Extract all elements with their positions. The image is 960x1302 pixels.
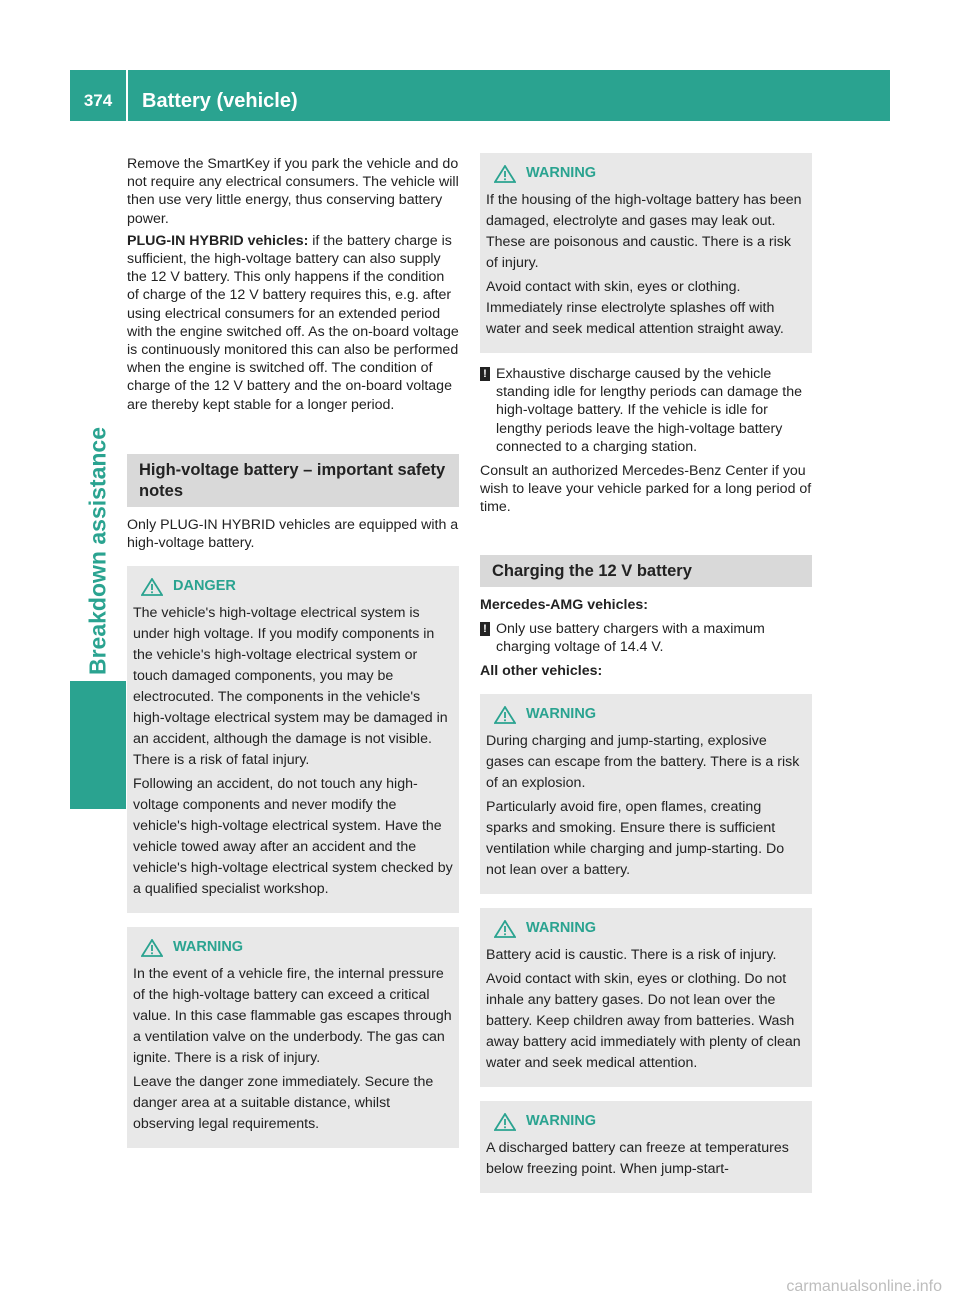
chapter-tab-marker — [70, 681, 126, 809]
warning-triangle-icon — [494, 920, 516, 938]
warning-heading — [486, 1111, 806, 1132]
warning-label: WARNING — [173, 939, 244, 956]
warning-explosive-text-2: Particularly avoid fire, open flames, creating sparks and smoking. Ensure there is sufficient ventilation while charging and jump-starting. Do not lean over a battery. — [486, 799, 785, 879]
section-heading-high-voltage: High-voltage battery – important safety notes — [127, 454, 459, 507]
note-charger — [480, 620, 812, 656]
right-column — [480, 145, 812, 1205]
plugin-label: PLUG-IN HYBRID vehicles: — [127, 232, 309, 249]
danger-text-2: Following an accident, do not touch any high-voltage components and never modify the vehicle's high-voltage electrical system. Have the vehicle towed away after an accident and the vehicle's high-voltage electrical system checked by a qualified specialist workshop. — [133, 776, 453, 898]
exclamation-icon: ! — [480, 367, 490, 381]
exclamation-icon: ! — [480, 622, 490, 636]
note-charger-text: Only use battery chargers with a maximum charging voltage of 14.4 V. — [496, 620, 765, 656]
warning-triangle-icon — [494, 706, 516, 724]
warning-label: WARNING — [526, 920, 597, 937]
chapter-sidebar — [70, 121, 126, 1251]
other-vehicles-label: All other vehicles: — [480, 663, 603, 680]
warning-acid-text-2: Avoid contact with skin, eyes or clothing. Do not inhale any battery gases. Do not lean over the battery. Keep children away from batteries. Wash away battery acid immediately with plenty of clean water and seek medical attention. — [486, 971, 801, 1072]
page-header — [70, 70, 890, 121]
watermark: carmanualsonline.info — [786, 1278, 942, 1295]
plugin-paragraph — [127, 232, 459, 414]
warning-label: WARNING — [526, 165, 597, 181]
warning-heading — [486, 163, 806, 184]
consult-paragraph: Consult an authorized Mercedes-Benz Center if you wish to leave your vehicle parked for a long period of time. — [480, 463, 812, 516]
danger-text-1: The vehicle's high-voltage electrical system is under high voltage. If you modify components in the vehicle's high-voltage electrical system or touch damaged components, you may be electrocuted. The components in the vehicle's high-voltage electrical system may be damaged in an accident, although the damage is not visible. There is a risk of fatal injury. — [133, 605, 448, 769]
warning-housing-text-1: If the housing of the high-voltage battery has been damaged, electrolyte and gases may leak out. These are poisonous and caustic. There is a risk of injury. — [486, 192, 802, 271]
high-voltage-intro: Only PLUG-IN HYBRID vehicles are equipped with a high-voltage battery. — [127, 516, 459, 552]
left-column — [127, 155, 459, 1160]
amg-label: Mercedes-AMG vehicles: — [480, 596, 648, 613]
warning-box-acid — [480, 908, 812, 1087]
intro-paragraph: Remove the SmartKey if you park the vehicle and do not require any electrical consumers. The vehicle will then use very little energy, thus conserving battery power. — [127, 156, 459, 227]
section-heading-charging: Charging the 12 V battery — [480, 555, 812, 587]
plugin-text: if the battery charge is sufficient, the high-voltage battery can also supply the 12 V battery. This only happens if the condition of charge of the 12 V battery requires this, e.g. after using electrical consumers for an extended period with the engine switched off. As the on-board voltage is continuously monitored this can also be performed when the engine is switched off. The condition of charge of the 12 V battery and the on-board voltage are thereby kept stable for a longer period. — [127, 232, 459, 413]
warning-triangle-icon — [141, 939, 163, 957]
note-discharge-text: Exhaustive discharge caused by the vehicle standing idle for lengthy periods can damage the high-voltage battery. If the vehicle is idle for lengthy periods leave the high-voltage battery connected to a charging station. — [496, 366, 803, 455]
danger-label: DANGER — [173, 578, 236, 595]
warning-triangle-icon — [141, 578, 163, 596]
danger-box — [127, 566, 459, 913]
warning-label: WARNING — [526, 706, 597, 723]
warning-box-fire — [127, 927, 459, 1148]
warning-acid-text-1: Battery acid is caustic. There is a risk of injury. — [486, 947, 777, 964]
warning-label: WARNING — [526, 1113, 597, 1130]
danger-heading — [133, 576, 453, 597]
warning-freeze-text-1: A discharged battery can freeze at temperatures below freezing point. When jump-start- — [486, 1140, 789, 1178]
header-divider — [126, 70, 128, 121]
warning-housing-text-2: Avoid contact with skin, eyes or clothing. Immediately rinse electrolyte splashes off with water and seek medical attention straight away. — [486, 279, 784, 337]
warning-box-housing — [480, 153, 812, 353]
warning-heading — [133, 937, 453, 958]
chapter-label: Breakdown assistance — [84, 426, 111, 676]
warning-box-explosive — [480, 694, 812, 894]
warning-heading — [486, 918, 806, 939]
warning-fire-text-2: Leave the danger zone immediately. Secure the danger area at a suitable distance, whilst observing legal requirements. — [133, 1074, 434, 1133]
warning-explosive-text-1: During charging and jump-starting, explosive gases can escape from the battery. There is a risk of an explosion. — [486, 733, 800, 792]
warning-box-freeze — [480, 1101, 812, 1193]
warning-triangle-icon — [494, 165, 516, 183]
warning-heading — [486, 704, 806, 725]
page-title: Battery (vehicle) — [142, 90, 298, 112]
warning-fire-text-1: In the event of a vehicle fire, the internal pressure of the high-voltage battery can exceed a critical value. In this case flammable gas escapes through a ventilation valve on the underbody. The gas can ignite. There is a risk of injury. — [133, 966, 452, 1067]
warning-triangle-icon — [494, 1113, 516, 1131]
note-discharge — [480, 365, 812, 456]
page-number: 374 — [83, 91, 113, 110]
